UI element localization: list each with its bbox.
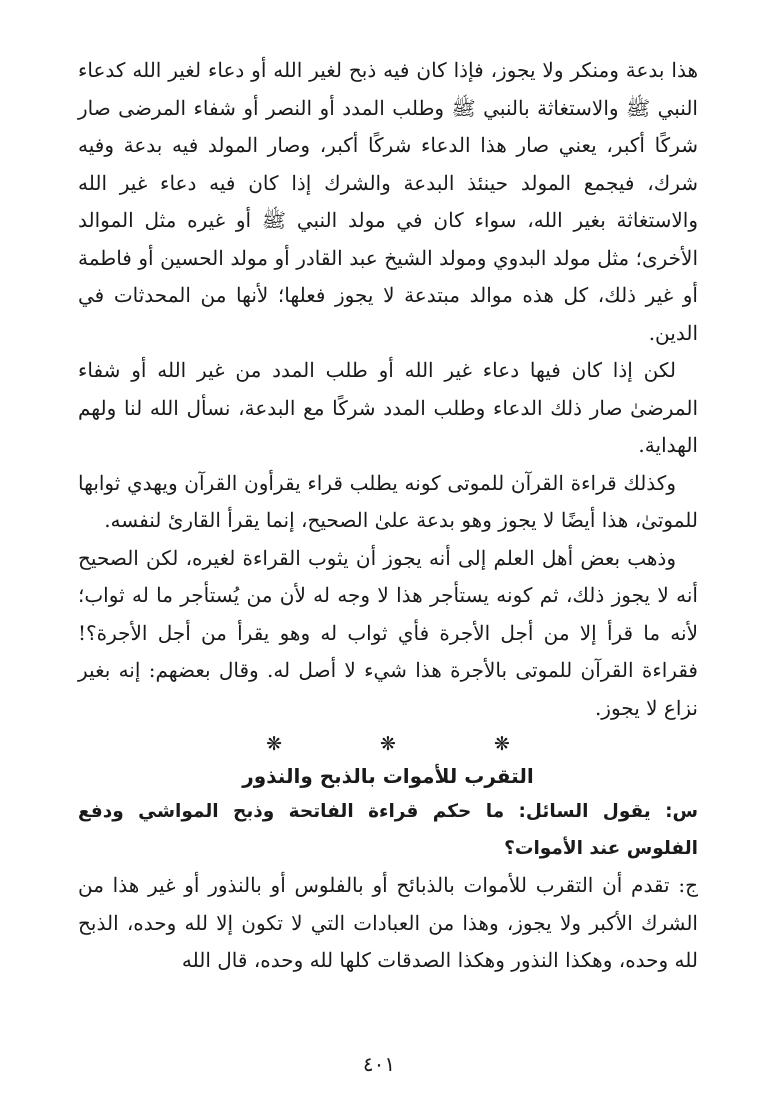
- section-title: التقرب للأموات بالذبح والنذور: [242, 764, 534, 788]
- question-text: س: يقول السائل: ما حكم قراءة الفاتحة وذبح المواشي ودفع الفلوس عند الأموات؟: [78, 801, 698, 859]
- page-body: [78, 52, 698, 1062]
- paragraph-1: هذا بدعة ومنكر ولا يجوز، فإذا كان فيه ذبح لغير الله أو دعاء لغير الله كدعاء النبي ﷺ والاستغاثة بالنبي ﷺ وطلب المدد أو النصر أو شفاء المرضى صار شركًا أكبر، يعني صار هذا الدعاء شركًا أكبر، وصار المولد فيه بدعة وفيه شرك، فيجمع المولد حينئذ البدعة والشرك إذا كان فيه دعاء غير الله والاستغاثة بغير الله، سواء كان في مولد النبي ﷺ أو غيره مثل الموالد الأخرى؛ مثل مولد البدوي ومولد الشيخ عبد القادر أو مولد الحسين أو فاطمة أو غير ذلك، كل هذه موالد مبتدعة لا يجوز فعلها؛ لأنها من المحدثات في الدين.: [78, 58, 698, 345]
- paragraph-4: وذهب بعض أهل العلم إلى أنه يجوز أن يثوب القراءة لغيره، لكن الصحيح أنه لا يجوز ذلك، ثم كونه يستأجر هذا لا وجه له لأن من يُستأجر ما له ثواب؛ لأنه ما قرأ إلا من أجل الأجرة فأي ثواب له وهو يقرأ من أجل الأجرة؟! فقراءة القرآن للموتى بالأجرة هذا شيء لا أصل له. وقال بعضهم: إنه بغير نزاع لا يجوز.: [78, 545, 698, 720]
- paragraph-2: لكن إذا كان فيها دعاء غير الله أو طلب المدد من غير الله أو شفاء المرضىٰ صار ذلك الدعاء وطلب المدد شركًا مع البدعة، نسأل الله لنا ولهم الهداية.: [78, 358, 698, 457]
- page-number: ٤٠١: [362, 1052, 396, 1076]
- section-separator: ❋ ❋ ❋: [266, 733, 556, 755]
- answer-text: ج: تقدم أن التقرب للأموات بالذبائح أو بالفلوس أو بالنذور أو غير هذا من الشرك الأكبر ولا يجوز، وهذا من العبادات التي لا تكون إلا لله وحده، الذبح لله وحده، وهكذا النذور وهكذا الصدقات كلها لله وحده، قال الله: [78, 873, 698, 972]
- paragraph-3: وكذلك قراءة القرآن للموتى كونه يطلب قراء يقرأون القرآن ويهدي ثوابها للموتىٰ، هذا أيضًا لا يجوز وهو بدعة علىٰ الصحيح، إنما يقرأ القارئ لنفسه.: [78, 470, 698, 532]
